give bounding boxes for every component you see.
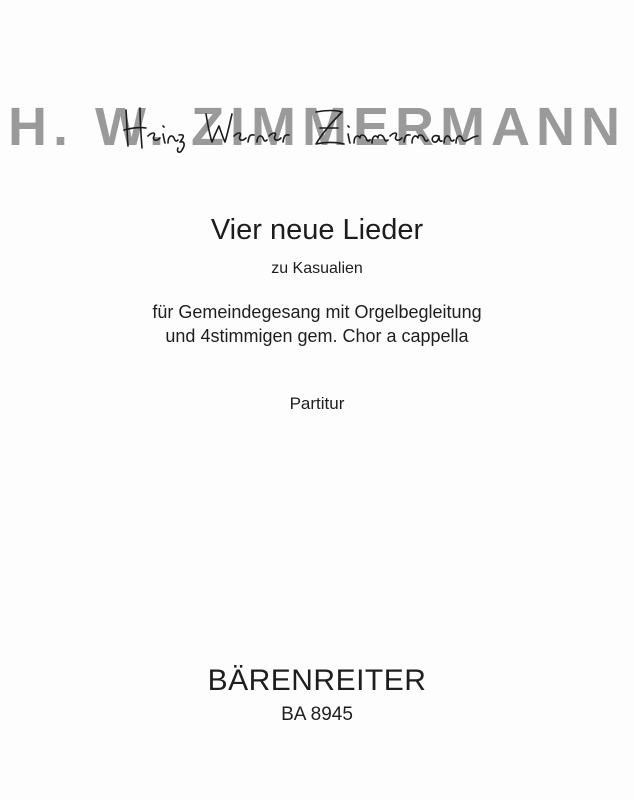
scoring-description [0, 300, 634, 348]
edition-type: Partitur [289, 394, 345, 413]
composer-header [0, 96, 634, 158]
composer-name: H. W. ZIMMERMANN [8, 97, 626, 157]
scoring-line: für Gemeindegesang mit Orgelbegleitung [152, 302, 482, 322]
work-subtitle: zu Kasualien [271, 260, 363, 277]
publisher-name: BÄRENREITER [207, 664, 427, 697]
composer-signature [122, 102, 482, 156]
scoring-line: und 4stimmigen gem. Chor a cappella [165, 326, 469, 346]
catalog-number: BA 8945 [281, 704, 353, 725]
work-title: Vier neue Lieder [210, 214, 424, 246]
